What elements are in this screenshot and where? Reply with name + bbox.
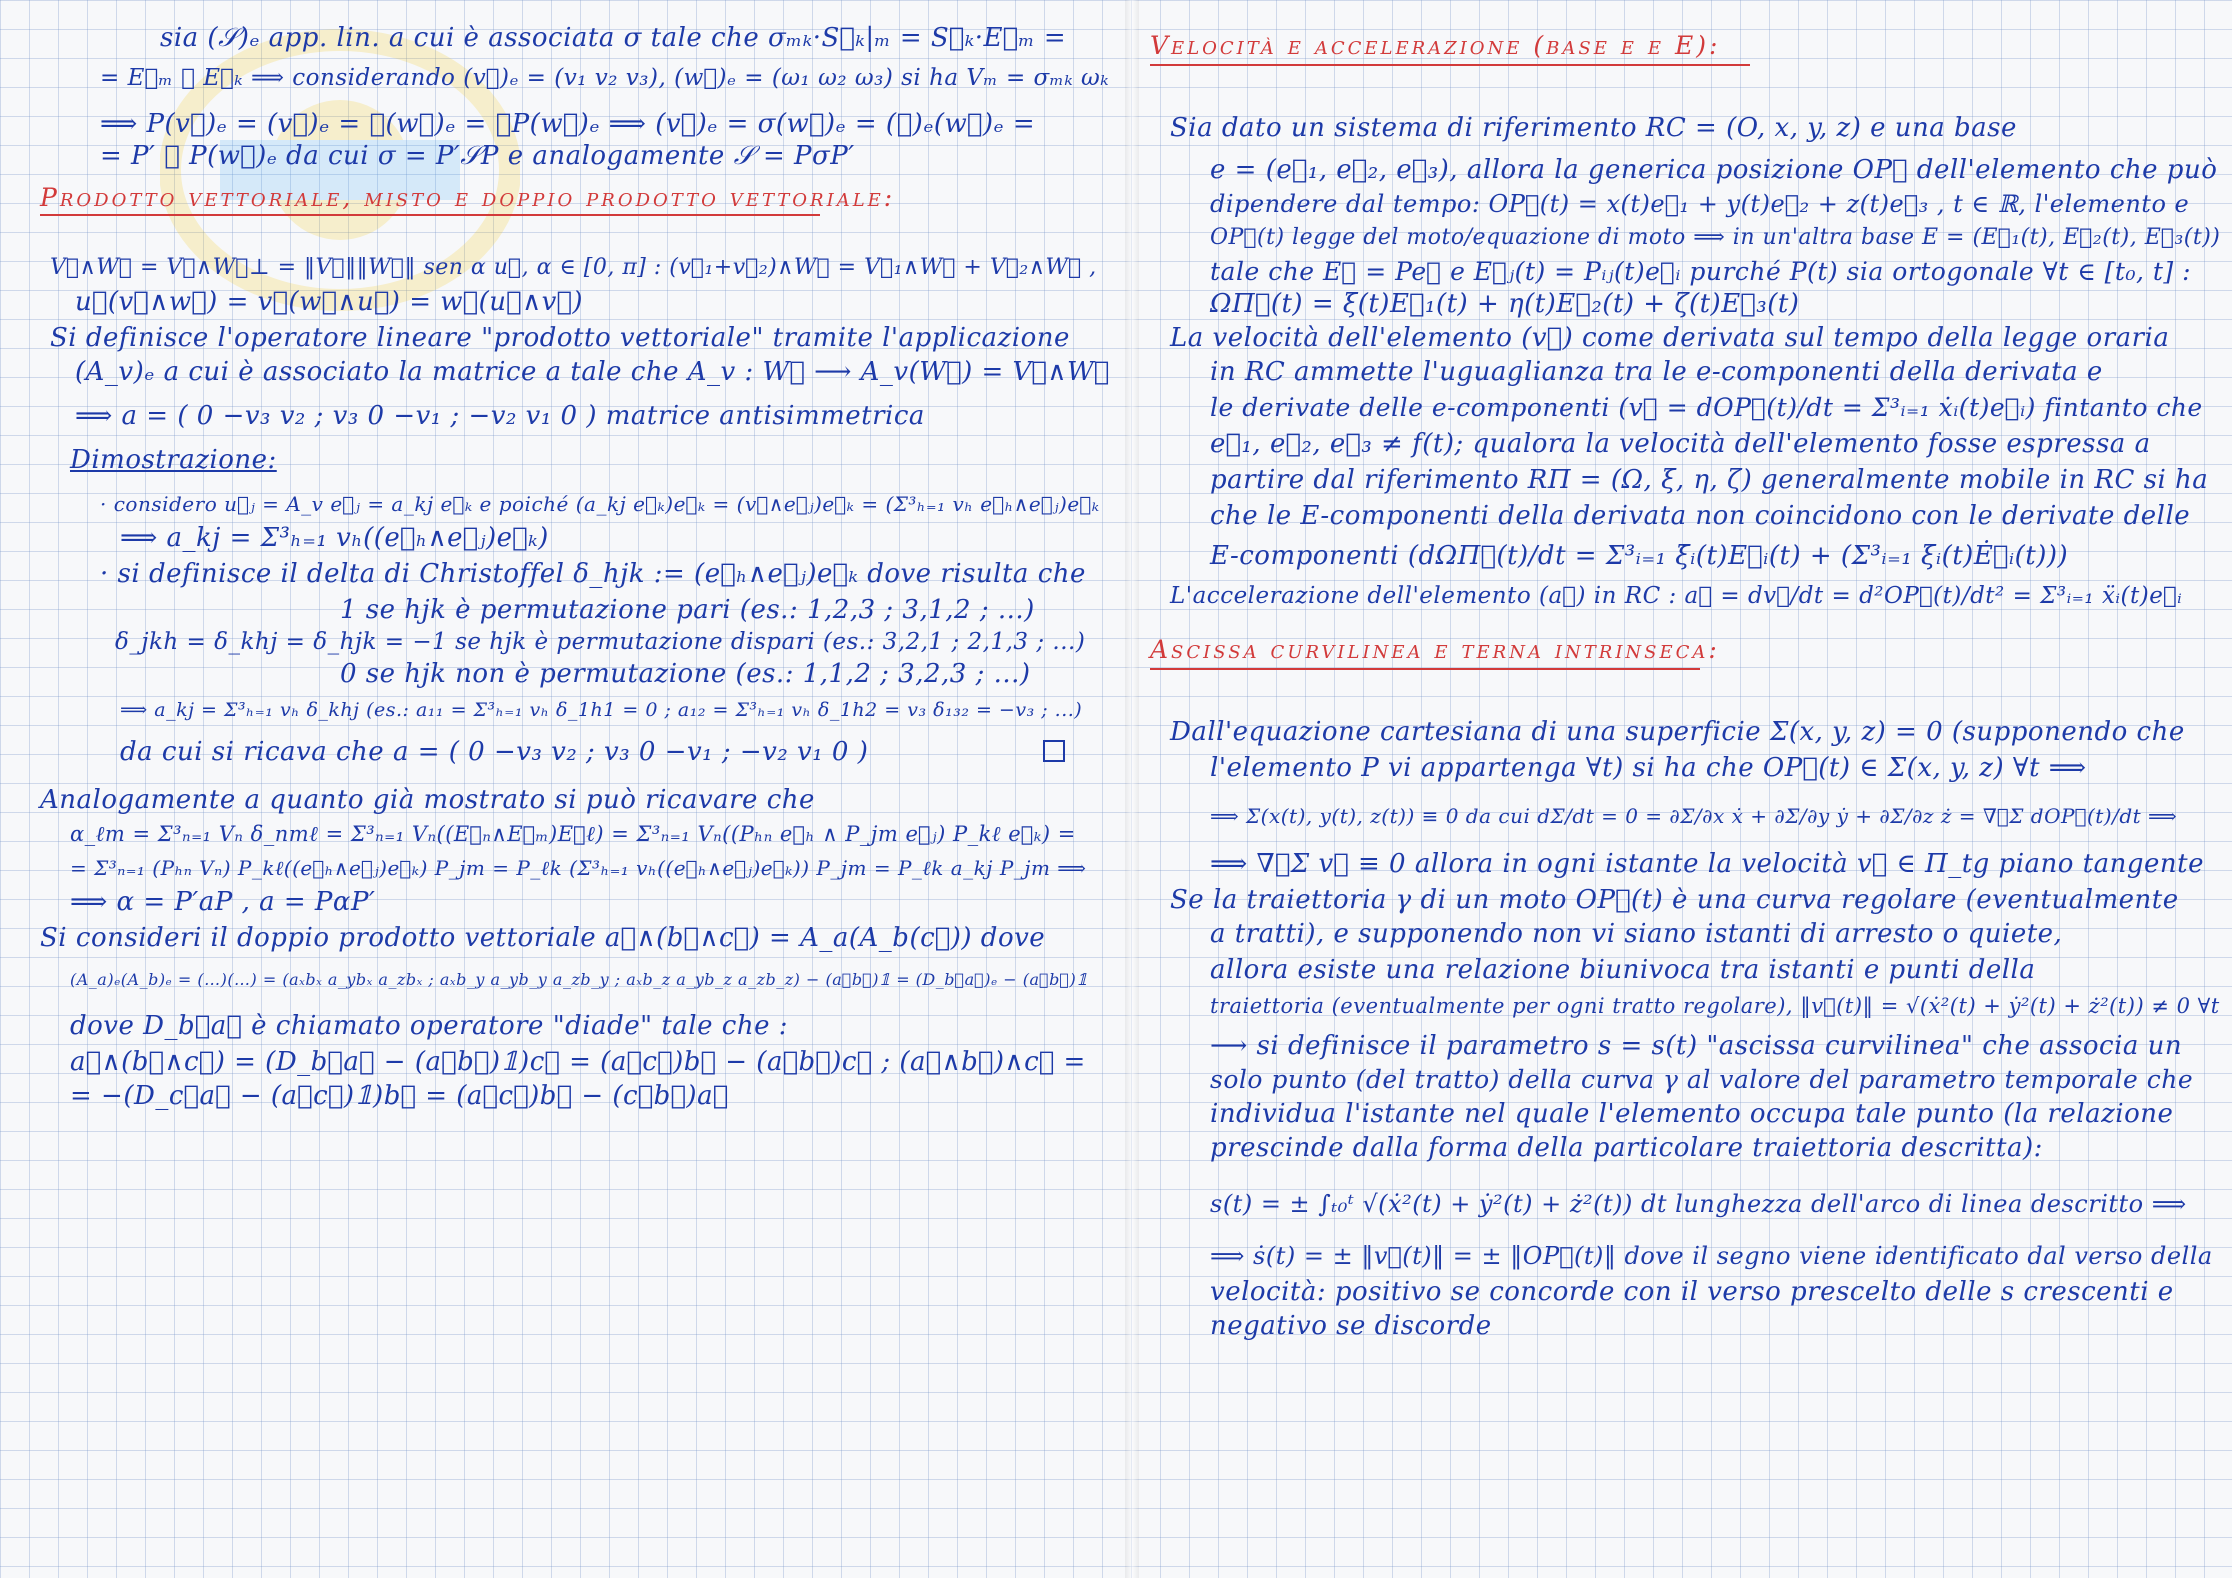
section-heading-velocity: Velocità e accelerazione (base e e E):	[1150, 31, 1721, 60]
text-line: le derivate delle e-componenti (v⃗ = dOP⃗(t)/dt = Σ³ᵢ₌₁ ẋᵢ(t)e⃗ᵢ) fintanto che	[1210, 393, 2203, 422]
text-line: OP⃗(t) legge del moto/equazione di moto ⟹ in un'altra base E = (E⃗₁(t), E⃗₂(t), E⃗₃(t))	[1210, 225, 2221, 250]
text-line: tale che E⃗ = Pe⃗ e E⃗ⱼ(t) = Pᵢⱼ(t)e⃗ᵢ purché P(t) sia ortogonale ∀t ∈ [t₀, t] :	[1210, 257, 2192, 286]
text-line: individua l'istante nel quale l'elemento occupa tale punto (la relazione	[1210, 1099, 2174, 1129]
text-line: da cui si ricava che a = ( 0 −v₃ v₂ ; v₃ 0 −v₁ ; −v₂ v₁ 0 )	[120, 737, 869, 767]
text-line: e = (e⃗₁, e⃗₂, e⃗₃), allora la generica posizione OP⃗ dell'elemento che può	[1210, 155, 2218, 185]
text-line: che le E-componenti della derivata non coincidono con le derivate delle	[1210, 501, 2191, 531]
text-line: Sia dato un sistema di riferimento RC = (O, x, y, z) e una base	[1170, 113, 2017, 143]
text-line: · si definisce il delta di Christoffel δ_hjk := (e⃗ₕ∧e⃗ⱼ)e⃗ₖ dove risulta che	[100, 559, 1086, 589]
text-line: V⃗∧W⃗ = V⃗∧W⃗⊥ = ‖V⃗‖‖W⃗‖ sen α u⃗, α ∈ [0, π] : (v⃗₁+v⃗₂)∧W⃗ = V⃗₁∧W⃗ + V⃗₂∧W⃗ ,	[50, 255, 1097, 280]
qed-square-icon	[1043, 740, 1065, 762]
text-line: sia (𝒮)ₑ app. lin. a cui è associata σ tale che σₘₖ·S⃗ₖ|ₘ = S⃗ₖ·E⃗ₘ =	[160, 23, 1067, 53]
text-line: u⃗(v⃗∧w⃗) = v⃗(w⃗∧u⃗) = w⃗(u⃗∧v⃗)	[75, 287, 584, 317]
text-line: Se la traiettoria γ di un moto OP⃗(t) è una curva regolare (eventualmente	[1170, 885, 2179, 915]
text-line: α_ℓm = Σ³ₙ₌₁ Vₙ δ_nmℓ = Σ³ₙ₌₁ Vₙ((E⃗ₙ∧E⃗ₘ)E⃗ℓ) = Σ³ₙ₌₁ Vₙ((Pₕₙ e⃗ₕ ∧ P_jm e⃗ⱼ) P_kℓ e⃗ₖ) =	[70, 822, 1076, 846]
text-line: allora esiste una relazione biunivoca tra istanti e punti della	[1210, 955, 2036, 985]
text-line: 0 se hjk non è permutazione (es.: 1,1,2 ; 3,2,3 ; ...)	[340, 659, 1031, 689]
section-heading-curvilinear: Ascissa curvilinea e terna intrinseca:	[1150, 635, 1720, 664]
text-line: = Σ³ₙ₌₁ (Pₕₙ Vₙ) P_kℓ((e⃗ₕ∧e⃗ⱼ)e⃗ₖ) P_jm = P_ℓk (Σ³ₕ₌₁ vₕ((e⃗ₕ∧e⃗ⱼ)e⃗ₖ)) P_jm = P_ℓk a_kj P_jm ⟹	[70, 856, 1087, 880]
text-line: · considero u⃗ⱼ = A_v e⃗ⱼ = a_kj e⃗ₖ e poiché (a_kj e⃗ₖ)e⃗ₖ = (v⃗∧e⃗ⱼ)e⃗ₖ = (Σ³ₕ₌₁ vₕ e⃗ₕ∧e⃗ⱼ)e⃗ₖ	[100, 492, 1100, 516]
proof-heading: Dimostrazione:	[70, 445, 277, 475]
text-line: ⟹ a_kj = Σ³ₕ₌₁ vₕ((e⃗ₕ∧e⃗ⱼ)e⃗ₖ)	[120, 523, 549, 553]
text-line: partire dal riferimento RΠ = (Ω, ξ, η, ζ) generalmente mobile in RC si ha	[1210, 465, 2209, 495]
text-line: (A_a)ₑ(A_b)ₑ = (…)(…) = (aₓbₓ a_ybₓ a_zbₓ ; aₓb_y a_yb_y a_zb_y ; aₓb_z a_yb_z a_zb_z) − (a⃗b⃗)𝟙 = (D_b⃗a⃗)ₑ − (a⃗b⃗)𝟙	[70, 970, 1088, 989]
text-line: Si definisce l'operatore lineare "prodotto vettoriale" tramite l'applicazione	[50, 323, 1070, 353]
heading-underline	[1150, 668, 1700, 670]
text-line: ⟹ ṡ(t) = ± ‖v⃗(t)‖ = ± ‖OP⃗(t)‖ dove il segno viene identificato dal verso della	[1210, 1242, 2213, 1270]
text-line: L'accelerazione dell'elemento (a⃗) in RC : a⃗ = dv⃗/dt = d²OP⃗(t)/dt² = Σ³ᵢ₌₁ ẍᵢ(t)e⃗ᵢ	[1170, 583, 2183, 609]
text-line: δ_jkh = δ_khj = δ_hjk = −1 se hjk è permutazione dispari (es.: 3,2,1 ; 2,1,3 ; ...)	[115, 629, 1086, 655]
text-line: dove D_b⃗a⃗ è chiamato operatore "diade" tale che :	[70, 1011, 788, 1041]
text-line: ⟹ α = P′aP , a = PαP′	[70, 887, 376, 917]
text-line: a⃗∧(b⃗∧c⃗) = (D_b⃗a⃗ − (a⃗b⃗)𝟙)c⃗ = (a⃗c⃗)b⃗ − (a⃗b⃗)c⃗ ; (a⃗∧b⃗)∧c⃗ =	[70, 1047, 1086, 1077]
text-line: solo punto (del tratto) della curva γ al valore del parametro temporale che	[1210, 1065, 2194, 1094]
page-fold	[1125, 0, 1139, 1578]
text-line: = P′ 𝒮 P(w⃗)ₑ da cui σ = P′𝒮P e analogamente 𝒮 = PσP′	[100, 141, 855, 171]
text-line: l'elemento P vi appartenga ∀t) si ha che OP⃗(t) ∈ Σ(x, y, z) ∀t ⟹	[1210, 753, 2087, 783]
text-line: (A_v)ₑ a cui è associato la matrice a tale che A_v : W⃗ ⟶ A_v(W⃗) = V⃗∧W⃗	[75, 357, 1110, 387]
text-line: ⟹ Σ(x(t), y(t), z(t)) ≡ 0 da cui dΣ/dt = 0 = ∂Σ/∂x ẋ + ∂Σ/∂y ẏ + ∂Σ/∂z ż = ∇⃗Σ dOP⃗(t)/dt ⟹	[1210, 804, 2178, 828]
text-line: ⟶ si definisce il parametro s = s(t) "ascissa curvilinea" che associa un	[1210, 1031, 2183, 1061]
text-line: Dall'equazione cartesiana di una superficie Σ(x, y, z) = 0 (supponendo che	[1170, 717, 2185, 747]
text-line: in RC ammette l'uguaglianza tra le e-componenti della derivata e	[1210, 357, 2103, 387]
text-line: ⟹ ∇⃗Σ v⃗ ≡ 0 allora in ogni istante la velocità v⃗ ∈ Π_tg piano tangente	[1210, 849, 2204, 879]
text-line: La velocità dell'elemento (v⃗) come derivata sul tempo della legge oraria	[1170, 323, 2170, 353]
text-line: a tratti), e supponendo non vi siano istanti di arresto o quiete,	[1210, 919, 2063, 949]
text-line: s(t) = ± ∫ₜ₀ᵗ √(ẋ²(t) + ẏ²(t) + ż²(t)) dt lunghezza dell'arco di linea descritto ⟹	[1210, 1190, 2187, 1218]
text-line: Si consideri il doppio prodotto vettoriale a⃗∧(b⃗∧c⃗) = A_a(A_b(c⃗)) dove	[40, 923, 1046, 953]
heading-underline	[40, 214, 820, 216]
text-line: = E⃗ₘ 𝒮 E⃗ₖ ⟹ considerando (v⃗)ₑ = (v₁ v₂ v₃), (w⃗)ₑ = (ω₁ ω₂ ω₃) si ha Vₘ = σₘₖ ωₖ	[100, 65, 1110, 91]
text-line: Analogamente a quanto già mostrato si può ricavare che	[40, 785, 815, 815]
text-line: E-componenti (dΩΠ⃗(t)/dt = Σ³ᵢ₌₁ ξ̇ᵢ(t)E⃗ᵢ(t) + (Σ³ᵢ₌₁ ξᵢ(t)Ė⃗ᵢ(t)))	[1210, 541, 2069, 571]
text-line: prescinde dalla forma della particolare traiettoria descritta):	[1210, 1133, 2043, 1163]
section-heading-cross-product: Prodotto vettoriale, misto e doppio prodotto vettoriale:	[40, 183, 896, 212]
text-line: e⃗₁, e⃗₂, e⃗₃ ≠ f(t); qualora la velocità dell'elemento fosse espressa a	[1210, 429, 2151, 459]
text-line: dipendere dal tempo: OP⃗(t) = x(t)e⃗₁ + y(t)e⃗₂ + z(t)e⃗₃ , t ∈ ℝ, l'elemento e	[1210, 190, 2190, 218]
text-line: ΩΠ⃗(t) = ξ(t)E⃗₁(t) + η(t)E⃗₂(t) + ζ(t)E⃗₃(t)	[1210, 289, 1800, 319]
text-line: ⟹ a_kj = Σ³ₕ₌₁ vₕ δ_khj (es.: a₁₁ = Σ³ₕ₌₁ vₕ δ_1h1 = 0 ; a₁₂ = Σ³ₕ₌₁ vₕ δ_1h2 = v₃ δ₁₃₂ = −v₃ ; ...)	[120, 699, 1083, 721]
text-line: 1 se hjk è permutazione pari (es.: 1,2,3 ; 3,1,2 ; ...)	[340, 595, 1035, 625]
text-line: negativo se discorde	[1210, 1311, 1492, 1341]
text-line: traiettoria (eventualmente per ogni tratto regolare), ‖v⃗(t)‖ = √(ẋ²(t) + ẏ²(t) + ż²(t)) ≠ 0 ∀t	[1210, 994, 2220, 1018]
text-line: velocità: positivo se concorde con il verso prescelto delle s crescenti e	[1210, 1277, 2174, 1307]
text-line: ⟹ P(v⃗)ₑ = (v⃗)ₑ = 𝒮(w⃗)ₑ = 𝒮P(w⃗)ₑ ⟹ (v⃗)ₑ = σ(w⃗)ₑ = (𝒮)ₑ(w⃗)ₑ =	[100, 109, 1036, 139]
heading-underline	[1150, 64, 1750, 66]
text-line: = −(D_c⃗a⃗ − (a⃗c⃗)𝟙)b⃗ = (a⃗c⃗)b⃗ − (c⃗b⃗)a⃗	[70, 1081, 729, 1111]
text-line: ⟹ a = ( 0 −v₃ v₂ ; v₃ 0 −v₁ ; −v₂ v₁ 0 ) matrice antisimmetrica	[75, 401, 925, 431]
